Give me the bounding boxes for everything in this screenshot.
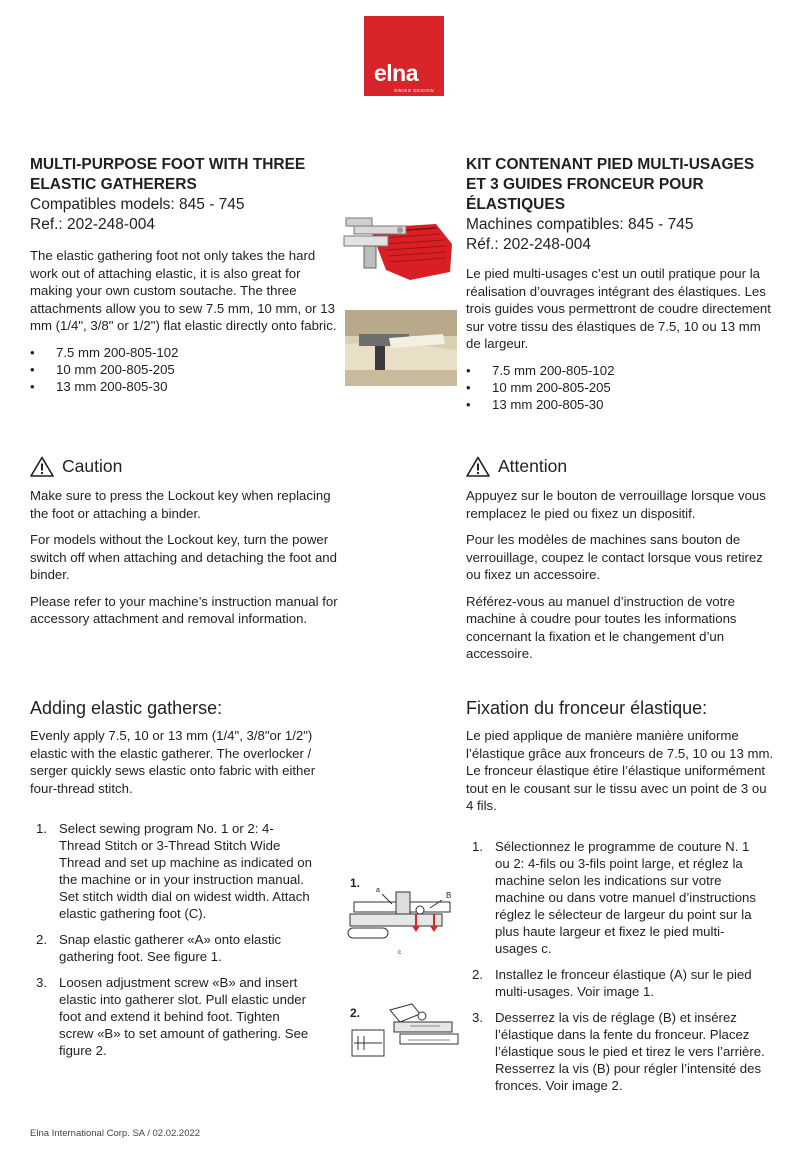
list-item: 2. Snap elastic gatherer «A» onto elastic gathering foot. See figure 1. xyxy=(36,932,282,964)
list-item: 1. Sélectionnez le programme de couture N. 1 ou 2: 4-fils ou 3-fils point large, et réglez la machine selon les indications sur votre machine ou dans votre manuel d’instructions réglez le sélecteur de largeur du point sur la plus haute largeur et fixez le pied multi-usages c. xyxy=(472,839,756,956)
list-item: • 10 mm 200-805-205 xyxy=(466,379,611,395)
fr-caution-block xyxy=(466,455,778,672)
figure-1 xyxy=(346,878,460,958)
svg-text:B: B xyxy=(446,891,452,900)
list-item: 3. Loosen adjustment screw «B» and insert elastic into gatherer slot. Pull elastic under foot and extend it behind foot. Tighten screw «B» to set amount of gathering. See figure 2. xyxy=(36,975,309,1058)
elna-logo xyxy=(364,16,444,96)
foot-illustration xyxy=(340,210,456,284)
figure-1-label: 1. xyxy=(350,876,361,890)
en-title-line2: ELASTIC GATHERERS xyxy=(30,176,197,193)
en-title-line1: MULTI-PURPOSE FOOT WITH THREE xyxy=(30,156,306,173)
en-compat: Compatibles models: 845 - 745 xyxy=(30,196,245,213)
logo-tagline: SWISS DESIGN xyxy=(394,88,435,93)
list-item: • 13 mm 200-805-30 xyxy=(466,396,604,412)
fr-section xyxy=(466,697,776,824)
en-ref: Ref.: 202-248-004 xyxy=(30,216,155,233)
en-caution-block xyxy=(30,455,342,637)
logo-wordmark: elna xyxy=(374,60,419,86)
footer-text: Elna International Corp. SA / 02.02.2022 xyxy=(30,1128,201,1139)
en-parts-list xyxy=(30,344,342,395)
fr-parts-list xyxy=(466,362,776,413)
fr-caution-heading xyxy=(466,455,778,477)
svg-text:c: c xyxy=(398,950,401,956)
en-header xyxy=(30,155,342,235)
en-caution-p3: Please refer to your machine’s instruction manual for accessory attachment and removal information. xyxy=(30,593,338,626)
fr-intro: Le pied multi-usages c’est un outil pratique pour la réalisation d’ouvrages intégrant des élastiques. Les trois guides vous permettront de coudre directement sur votre tissu des élastiques de 7.5, 10 ou 13 mm de largeur. xyxy=(466,266,771,351)
fr-title-line2: ET 3 GUIDES FRONCEUR POUR xyxy=(466,176,704,193)
fr-intro-block xyxy=(466,265,776,413)
sewing-photo xyxy=(345,310,457,386)
fr-section-intro: Le pied applique de manière manière uniforme l’élastique grâce aux fronceurs de 7.5, 10 ou 13 mm. Le fronceur élastique étire l’élastique uniformément tout en le cousant sur le tissu avec un point de 3 ou 4 fils. xyxy=(466,728,774,813)
svg-text:a: a xyxy=(376,887,380,894)
fr-caution-p3: Référez-vous au manuel d’instruction de votre machine à coudre pour toutes les informations concernant la fixation et le changement d’un accessoire. xyxy=(466,593,737,661)
list-item: • 7.5 mm 200-805-102 xyxy=(30,344,179,360)
en-section xyxy=(30,697,340,806)
fr-title-line1: KIT CONTENANT PIED MULTI-USAGES xyxy=(466,156,755,173)
fr-title-line3: ÉLASTIQUES xyxy=(466,196,566,213)
fr-steps xyxy=(466,838,766,1103)
fr-section-title: Fixation du fronceur élastique: xyxy=(466,698,708,718)
en-section-title: Adding elastic gatherse: xyxy=(30,698,223,718)
fr-caution-p1: Appuyez sur le bouton de verrouillage lorsque vous remplacez le pied ou fixez un dispositif. xyxy=(466,488,766,521)
fr-compat: Machines compatibles: 845 - 745 xyxy=(466,216,694,233)
en-intro: The elastic gathering foot not only takes the hard work out of attaching elastic, it is also great for making your own custom soutache. The three attachments allow you to sew 7.5 mm, 10 mm, or 13 mm (1/4", 3/8" or 1/2") flat elastic directly onto fabric. xyxy=(30,248,337,333)
list-item: • 10 mm 200-805-205 xyxy=(30,361,175,377)
en-caution-p2: For models without the Lockout key, turn the power switch off when attaching and detaching the foot and binder. xyxy=(30,532,337,582)
fr-header xyxy=(466,155,778,255)
figure-2-label: 2. xyxy=(350,1006,361,1020)
warning-icon xyxy=(466,456,490,477)
list-item: • 13 mm 200-805-30 xyxy=(30,378,168,394)
list-item: 2. Installez le fronceur élastique (A) sur le pied multi-usages. Voir image 1. xyxy=(472,967,752,999)
fr-caution-title: Attention xyxy=(498,456,568,476)
en-caution-heading xyxy=(30,455,342,477)
en-caution-p1: Make sure to press the Lockout key when replacing the foot or attaching a binder. xyxy=(30,488,331,521)
figure-2 xyxy=(350,1000,462,1060)
list-item: • 7.5 mm 200-805-102 xyxy=(466,362,615,378)
en-intro-block xyxy=(30,247,342,395)
list-item: 1. Select sewing program No. 1 or 2: 4-Thread Stitch or 3-Thread Stitch Wide Thread and set up machine as indicated on the machine or in your instruction manual. Set stitch width dial on widest width. Attach elastic gathering foot (C). xyxy=(36,821,312,921)
warning-icon xyxy=(30,456,54,477)
en-steps xyxy=(30,820,312,1068)
en-section-intro: Evenly apply 7.5, 10 or 13 mm (1/4", 3/8"or 1/2") elastic with the elastic gatherer. The overlocker / serger quickly sews elastic onto fabric with either four-thread stitch. xyxy=(30,728,316,796)
list-item: 3. Desserrez la vis de réglage (B) et insérez l’élastique dans la fente du fronceur. Placez l’élastique sous le pied et tirez le vers l’arrière. Resserrez la vis (B) pour régler l’intensité des fronces. Voir image 2. xyxy=(472,1010,765,1093)
en-caution-title: Caution xyxy=(62,456,123,476)
fr-caution-p2: Pour les modèles de machines sans bouton de verrouillage, coupez le contact lorsque vous retirez ou fixez un accessoire. xyxy=(466,532,763,582)
fr-ref: Réf.: 202-248-004 xyxy=(466,236,591,253)
